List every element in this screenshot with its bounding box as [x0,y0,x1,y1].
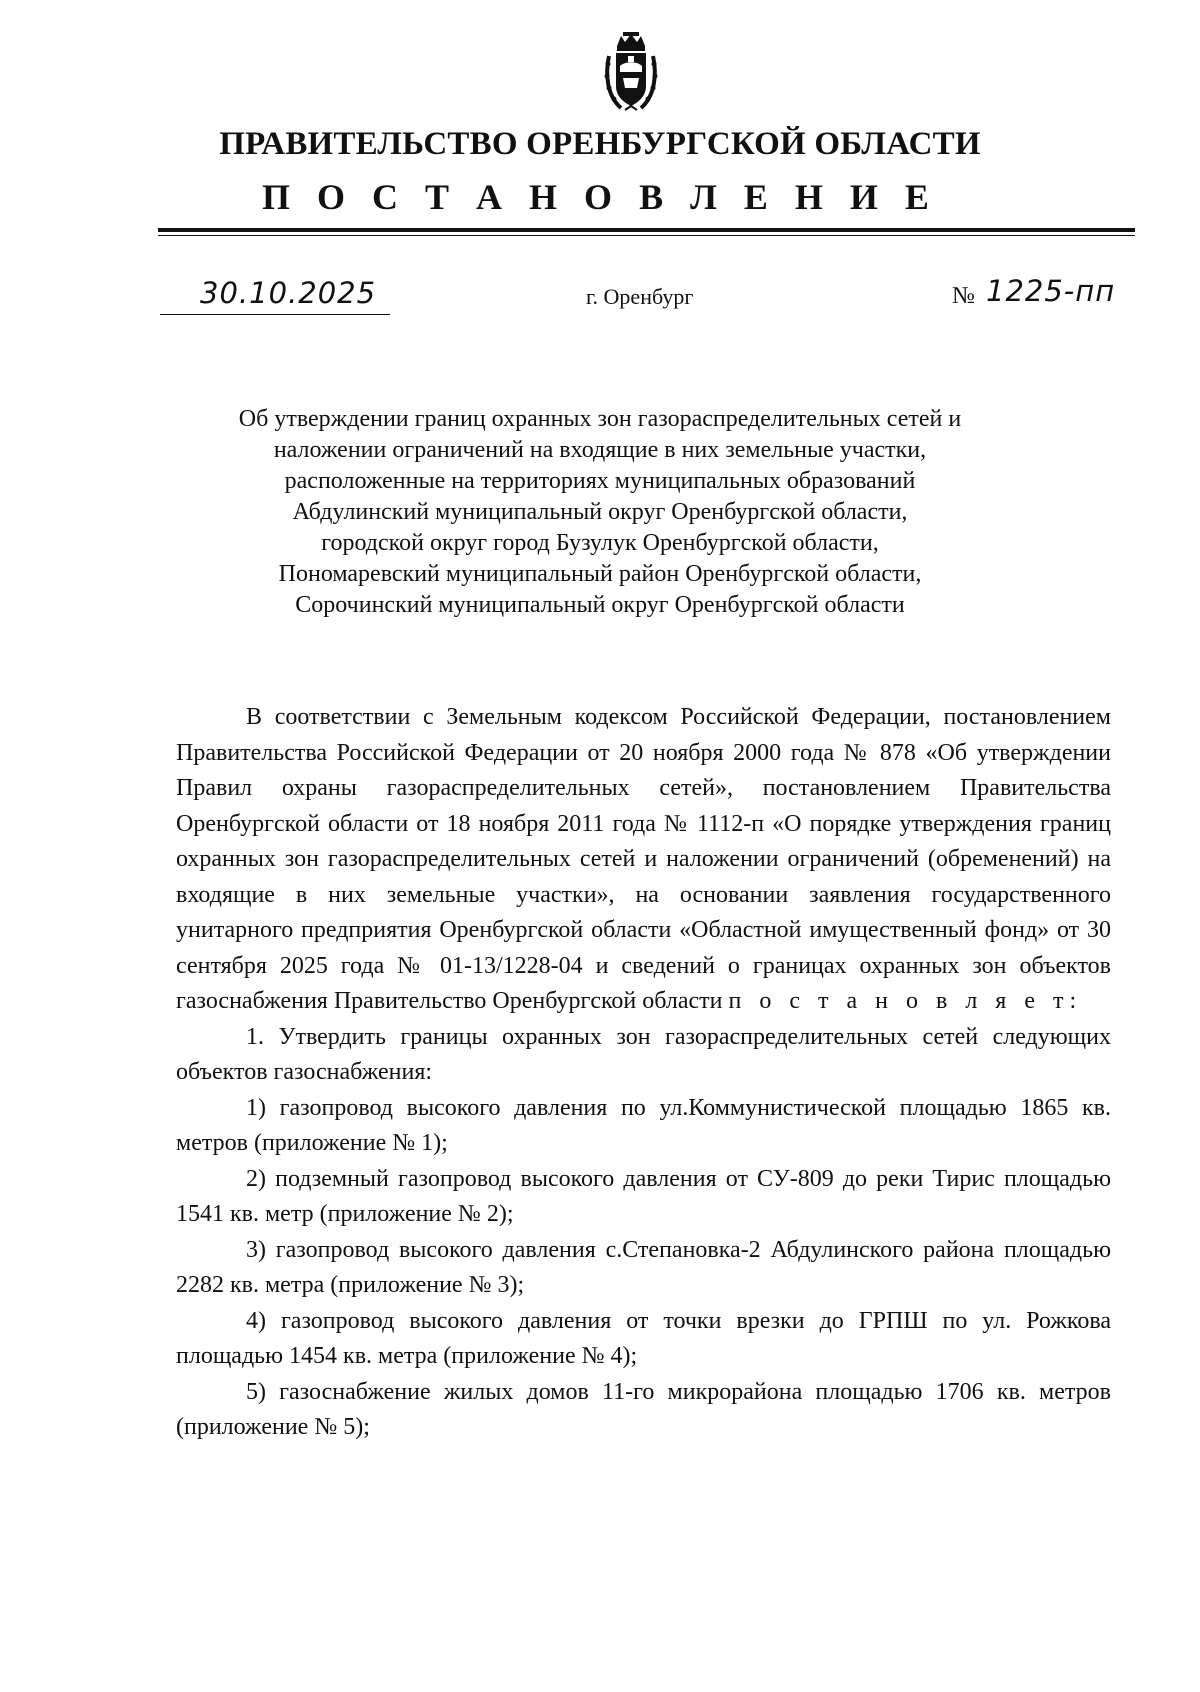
subject-line: Абдулинский муниципальный округ Оренбургской области, [292,499,908,525]
date-field [160,270,390,315]
list-item: 1) газопровод высокого давления по ул.Коммунистической площадью 1865 кв. метров (приложение № 1); [176,1094,1111,1156]
preamble-paragraph [176,700,1111,1020]
preamble-text: В соответствии с Земельным кодексом Российской Федерации, постановлением Правительства Российской Федерации от 20 ноября 2000 года № 878 «Об утверждении Правил охраны газораспределительных сетей», постановлением Правительства Оренбургской области от 18 ноября 2011 года № 1112-п «О порядке утверждения границ охранных зон газораспределительных сетей и наложении ограничений (обременений) на входящие в них земельные участки», на основании заявления государственного унитарного предприятия Оренбургской области «Областной имущественный фонд» от 30 сентября 2025 года № 01-13/1228-04 и сведений о границах охранных зон объектов газоснабжения Правительство Оренбургской области [176,704,1111,1014]
number-label: № [952,283,975,309]
subject-line: наложении ограничений на входящие в них земельные участки, [273,437,927,463]
document-type-title: П О С Т А Н О В Л Е Н И Е [262,177,938,217]
list-item: 2) подземный газопровод высокого давления от СУ-809 до реки Тирис площадью 1541 кв. метр (приложение № 2); [176,1165,1111,1227]
government-title: ПРАВИТЕЛЬСТВО ОРЕНБУРГСКОЙ ОБЛАСТИ [219,126,981,162]
subject-line: расположенные на территориях муниципальных образований [284,468,916,494]
document-number: 1225-пп [986,274,1116,308]
resolves-word: п о с т а н о в л я е т: [728,988,1083,1014]
list-item: 5) газоснабжение жилых домов 11-го микрорайона площадью 1706 кв. метров (приложение № 5); [176,1378,1111,1440]
point-1-paragraph: 1. Утвердить границы охранных зон газораспределительных сетей следующих объектов газоснабжения: [176,1023,1111,1085]
subject-line: Пономаревский муниципальный район Оренбургской области, [278,561,922,587]
coat-of-arms-icon [603,30,659,114]
document-body [176,700,1111,1446]
list-item: 3) газопровод высокого давления с.Степановка-2 Абдулинского района площадью 2282 кв. метра (приложение № 3); [176,1236,1111,1298]
subject-line: городской округ город Бузулук Оренбургской области, [321,530,879,556]
list-item: 4) газопровод высокого давления от точки врезки до ГРПШ по ул. Рожкова площадью 1454 кв. метра (приложение № 4); [176,1307,1111,1369]
header-divider-thick [158,228,1135,232]
header-divider-thin [158,235,1135,236]
subject-line: Об утверждении границ охранных зон газораспределительных сетей и [238,406,962,432]
subject-line: Сорочинский муниципальный округ Оренбургской области [295,592,905,618]
document-subject [180,404,1020,621]
document-city: г. Оренбург [586,284,694,309]
document-date: 30.10.2025 [200,276,377,310]
